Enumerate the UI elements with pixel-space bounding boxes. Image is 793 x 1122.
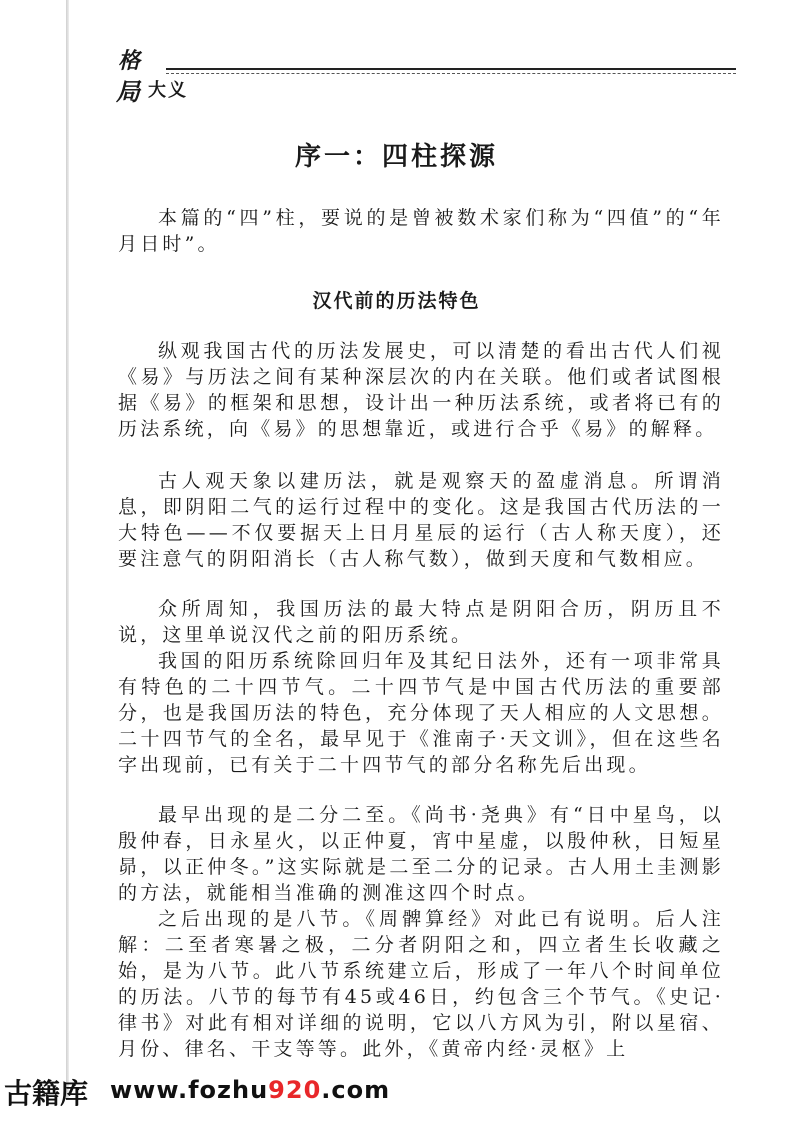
logo-char-ge: 格 [118,48,141,74]
book-logo [116,42,206,106]
body-paragraph: 最早出现的是二分二至。《尚书·尧典》有“日中星鸟，以殷仲春，日永星火，以正仲夏，宵中星虚，以殷仲秋，日短星昴，以正仲冬。”这实际就是二至二分的记录。古人用土圭测影的方法，就能相当准确的测准这四个时点。 [118,804,724,904]
watermark-url-number: 920 [268,1076,322,1104]
intro-paragraph: 本篇的“四”柱，要说的是曾被数术家们称为“四值”的“年月日时”。 [118,207,724,255]
body-paragraph: 纵观我国古代的历法发展史，可以清楚的看出古代人们视《易》与历法之间有某种深层次的内在关联。他们或者试图根据《易》的框架和思想，设计出一种历法系统，或者将已有的历法系统，向《易》的思想靠近，或进行合乎《易》的解释。 [118,340,724,440]
body-paragraph: 古人观天象以建历法，就是观察天的盈虚消息。所谓消息，即阴阳二气的运行过程中的变化。这是我国古代历法的一大特色——不仅要据天上日月星辰的运行（古人称天度），还要注意气的阴阳消长（古人称气数），做到天度和气数相应。 [118,470,724,570]
logo-char-ju: 局 [116,77,140,106]
body-paragraph: 我国的阳历系统除回归年及其纪日法外，还有一项非常具有特色的二十四节气。二十四节气是中国古代历法的重要部分，也是我国历法的特色，充分体现了天人相应的人文思想。二十四节气的全名，最早见于《淮南子·天文训》，但在这些名字出现前，已有关于二十四节气的部分名称先后出现。 [118,650,724,776]
body-paragraph: 之后出现的是八节。《周髀算经》对此已有说明。后人注解：二至者寒暑之极，二分者阴阳之和，四立者生长收藏之始，是为八节。此八节系统建立后，形成了一年八个时间单位的历法。八节的每节有45或46日，约包含三个节气。《史记·律书》对此有相对详细的说明，它以八方风为引，附以星宿、月份、律名、干支等等。此外，《黄帝内经·灵枢》上 [118,908,724,1060]
logo-subtitle: 大义 [148,80,188,101]
header-rule [166,68,736,70]
section-heading: 汉代前的历法特色 [312,290,481,312]
header-rule-dashed [166,73,736,74]
watermark-url[interactable] [110,1076,390,1104]
watermark-url-suffix: .com [321,1076,391,1104]
watermark-url-prefix: www.fozhu [110,1076,269,1104]
watermark-brand: 古籍库 [4,1077,89,1110]
page-title: 序一：四柱探源 [294,142,498,172]
body-paragraph: 众所周知，我国历法的最大特点是阴阳合历，阴历且不说，这里单说汉代之前的阳历系统。 [118,598,724,646]
